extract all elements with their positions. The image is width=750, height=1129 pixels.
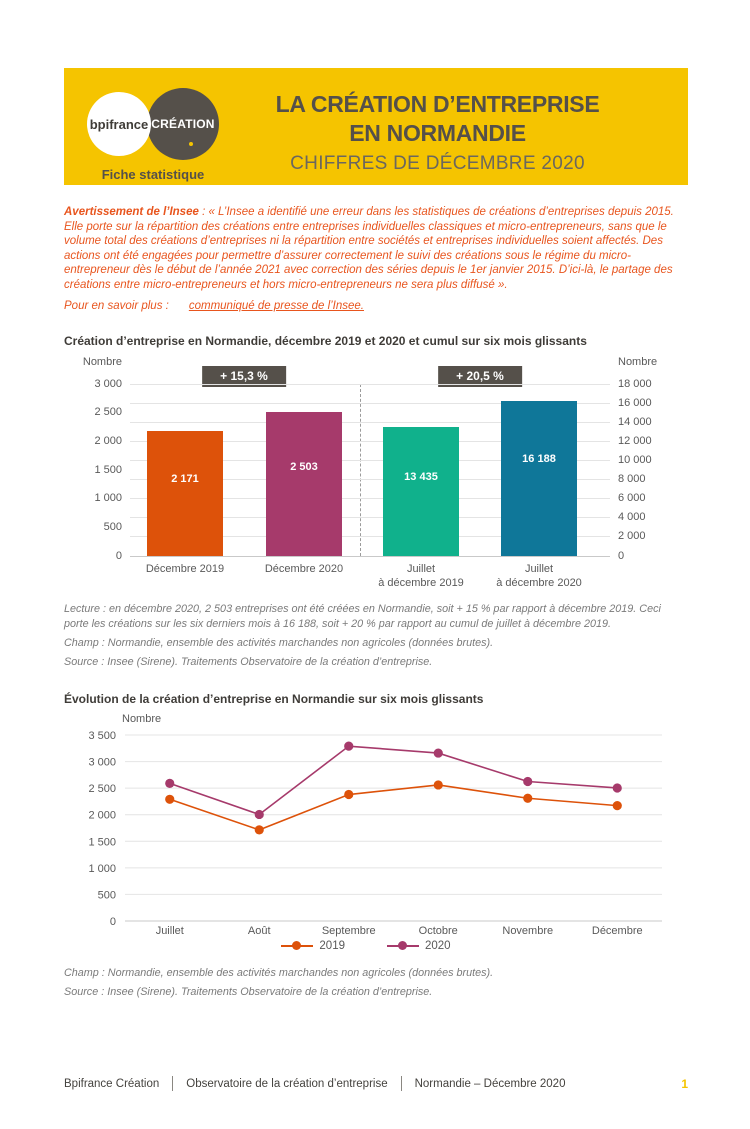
- line-y-tick: 2 500: [88, 782, 116, 795]
- title-zone: [242, 68, 688, 185]
- bar-right-tick: 6 000: [618, 492, 646, 505]
- bar-value-label: 2 503: [290, 460, 318, 473]
- bar-chart: [64, 356, 688, 590]
- data-point-2019-décembre: [613, 801, 622, 810]
- data-point-2019-novembre: [523, 793, 532, 802]
- bar-right-tick: 0: [618, 549, 625, 562]
- footer-separator: [401, 1076, 402, 1091]
- bar-right-tick: 18 000: [618, 377, 652, 390]
- chart-divider-dashed-line: [360, 384, 361, 556]
- data-point-2020-octobre: [434, 748, 443, 757]
- insee-press-release-link[interactable]: communiqué de presse de l’Insee.: [188, 299, 364, 312]
- series-line-2020: [170, 746, 618, 814]
- bar-value-label: 13 435: [404, 470, 438, 483]
- data-point-2020-novembre: [523, 776, 532, 785]
- line-chart-canvas: [64, 710, 686, 940]
- data-point-2020-juillet: [165, 778, 174, 787]
- line-y-tick: 3 000: [88, 756, 116, 769]
- legend-marker-icon: [387, 941, 419, 950]
- bar-right-tick: 12 000: [618, 434, 652, 447]
- line-x-tick: Juillet: [155, 924, 184, 937]
- champ-note: Champ : Normandie, ensemble des activités marchandes non agricoles (données brutes).: [64, 636, 494, 649]
- insee-warning: [64, 205, 688, 293]
- bar-left-tick: 1 000: [94, 492, 122, 505]
- bar-category-label: Décembre 2020: [264, 562, 344, 575]
- bar-right-tick: 4 000: [618, 511, 646, 524]
- bar-right-tick: 16 000: [618, 396, 652, 409]
- header-banner: [64, 68, 688, 185]
- bar-d-cembre-2020: [266, 412, 342, 556]
- bar-left-tick: 500: [103, 520, 122, 533]
- growth-badge-monthly: + 15,3 %: [202, 366, 286, 387]
- page-number: 1: [681, 1076, 688, 1091]
- bar-left-axis-label: Nombre: [82, 355, 122, 368]
- bar-category-label: Décembre 2019: [145, 562, 225, 575]
- bar-value-label: 2 171: [171, 473, 199, 486]
- bar-juillet-d-cembre-2020: [501, 401, 577, 556]
- bar-right-tick: 10 000: [618, 454, 652, 466]
- bar-right-axis-label: Nombre: [618, 355, 658, 368]
- line-x-tick: Octobre: [418, 924, 458, 937]
- data-point-2019-août: [255, 825, 264, 834]
- growth-badge-cumulative: + 20,5 %: [438, 366, 522, 387]
- more-info-label: Pour en savoir plus :: [64, 299, 169, 312]
- bar-gridline: [130, 384, 610, 385]
- line-y-tick: 2 000: [88, 809, 116, 822]
- line-y-axis-label: Nombre: [122, 712, 162, 725]
- bar-left-tick: 2 000: [94, 434, 122, 447]
- line-y-tick: 500: [97, 888, 116, 901]
- line-y-tick: 1 000: [88, 862, 116, 875]
- more-info-line: [64, 300, 688, 312]
- bar-left-tick: 2 500: [94, 406, 122, 419]
- bar-left-tick: 0: [115, 549, 122, 562]
- document-subtitle: CHIFFRES DE DÉCEMBRE 2020: [290, 153, 585, 174]
- footer-org: Bpifrance Création: [64, 1077, 160, 1090]
- line-chart-legend: [64, 940, 668, 952]
- data-point-2019-octobre: [434, 780, 443, 789]
- footer-observatory: Observatoire de la création d’entreprise: [186, 1077, 388, 1090]
- legend-item-2020: [387, 940, 451, 952]
- bar-right-tick: 8 000: [618, 473, 646, 486]
- bpifrance-logo-text: bpifrance: [89, 116, 149, 132]
- line-chart-title: Évolution de la création d’entreprise en Normandie sur six mois glissants: [64, 691, 484, 706]
- bar-right-tick: 14 000: [618, 415, 652, 428]
- creation-logo: [147, 88, 219, 160]
- line-y-tick: 1 500: [88, 835, 116, 848]
- line-x-tick: Août: [247, 924, 271, 937]
- fiche-statistique-label: Fiche statistique: [101, 167, 205, 182]
- data-point-2020-septembre: [344, 741, 353, 750]
- bar-gridline: [130, 556, 610, 557]
- legend-marker-icon: [281, 941, 313, 950]
- footer-edition: Normandie – Décembre 2020: [414, 1077, 566, 1090]
- bar-left-tick: 3 000: [94, 377, 122, 390]
- bpifrance-logo: [87, 92, 151, 156]
- bar-category-label: Juillet à décembre 2020: [496, 562, 582, 589]
- creation-logo-text: CRÉATION: [151, 117, 215, 131]
- line-x-tick: Décembre: [591, 924, 643, 937]
- source-note: Source : Insee (Sirene). Traitements Observatoire de la création d’entreprise.: [64, 655, 433, 668]
- bar-right-tick: 2 000: [618, 530, 646, 543]
- legend-label: 2020: [425, 939, 451, 952]
- data-point-2020-décembre: [613, 783, 622, 792]
- champ-note-2: Champ : Normandie, ensemble des activités marchandes non agricoles (données brutes).: [64, 966, 494, 979]
- line-y-tick: 0: [109, 915, 116, 928]
- page-footer: [64, 1076, 688, 1091]
- data-point-2019-juillet: [165, 794, 174, 803]
- document-title-line2: EN NORMANDIE: [349, 120, 526, 146]
- data-point-2019-septembre: [344, 789, 353, 798]
- bar-chart-title: Création d’entreprise en Normandie, décembre 2019 et 2020 et cumul sur six mois glissants: [64, 333, 587, 348]
- legend-item-2019: [281, 940, 345, 952]
- document-title-line1: LA CRÉATION D’ENTREPRISE: [275, 91, 600, 117]
- legend-label: 2019: [319, 939, 345, 952]
- bar-left-tick: 1 500: [94, 463, 122, 476]
- document-page: [0, 68, 750, 1129]
- bar-juillet-d-cembre-2019: [383, 427, 459, 555]
- line-chart: [64, 710, 688, 956]
- footer-separator: [172, 1076, 173, 1091]
- bar-d-cembre-2019: [147, 431, 223, 555]
- insee-warning-label: Avertissement de l’Insee: [64, 206, 199, 218]
- bar-value-label: 16 188: [522, 453, 556, 466]
- line-x-tick: Novembre: [502, 924, 554, 937]
- line-x-tick: Septembre: [321, 924, 376, 937]
- source-note-2: Source : Insee (Sirene). Traitements Observatoire de la création d’entreprise.: [64, 985, 433, 998]
- document-title: [242, 90, 633, 148]
- logo-zone: [64, 68, 242, 185]
- insee-warning-text: : « L’Insee a identifié une erreur dans les statistiques de créations d’entreprises depuis 2015. Elle porte sur la répartition des créations entre entreprises individuelles classiques et micro-entrepreneurs, sans que le volume total des créations d’entreprises ni la répartition entre sociétés et entreprises individuelles soient affectés. Des actions ont été engagées pour permettre d’assurer correctement le suivi des créations sous le régime du micro-entrepreneur dès le début de l’année 2021 avec correction des séries depuis le 1er janvier 2015. D’ici-là, le partage des créations entre micro-entrepreneurs et hors micro-entrepreneurs ne sera plus diffusé ».: [64, 206, 674, 291]
- lecture-note: Lecture : en décembre 2020, 2 503 entreprises ont été créées en Normandie, soit + 15 % par rapport à décembre 2019. Ceci porte les créations sur les six derniers mois à 16 188, soit + 20 % par rapport au cumul de juillet à décembre 2019.: [64, 602, 661, 630]
- line-y-tick: 3 500: [88, 729, 116, 742]
- bar-category-label: Juillet à décembre 2019: [378, 562, 464, 589]
- data-point-2020-août: [255, 809, 264, 818]
